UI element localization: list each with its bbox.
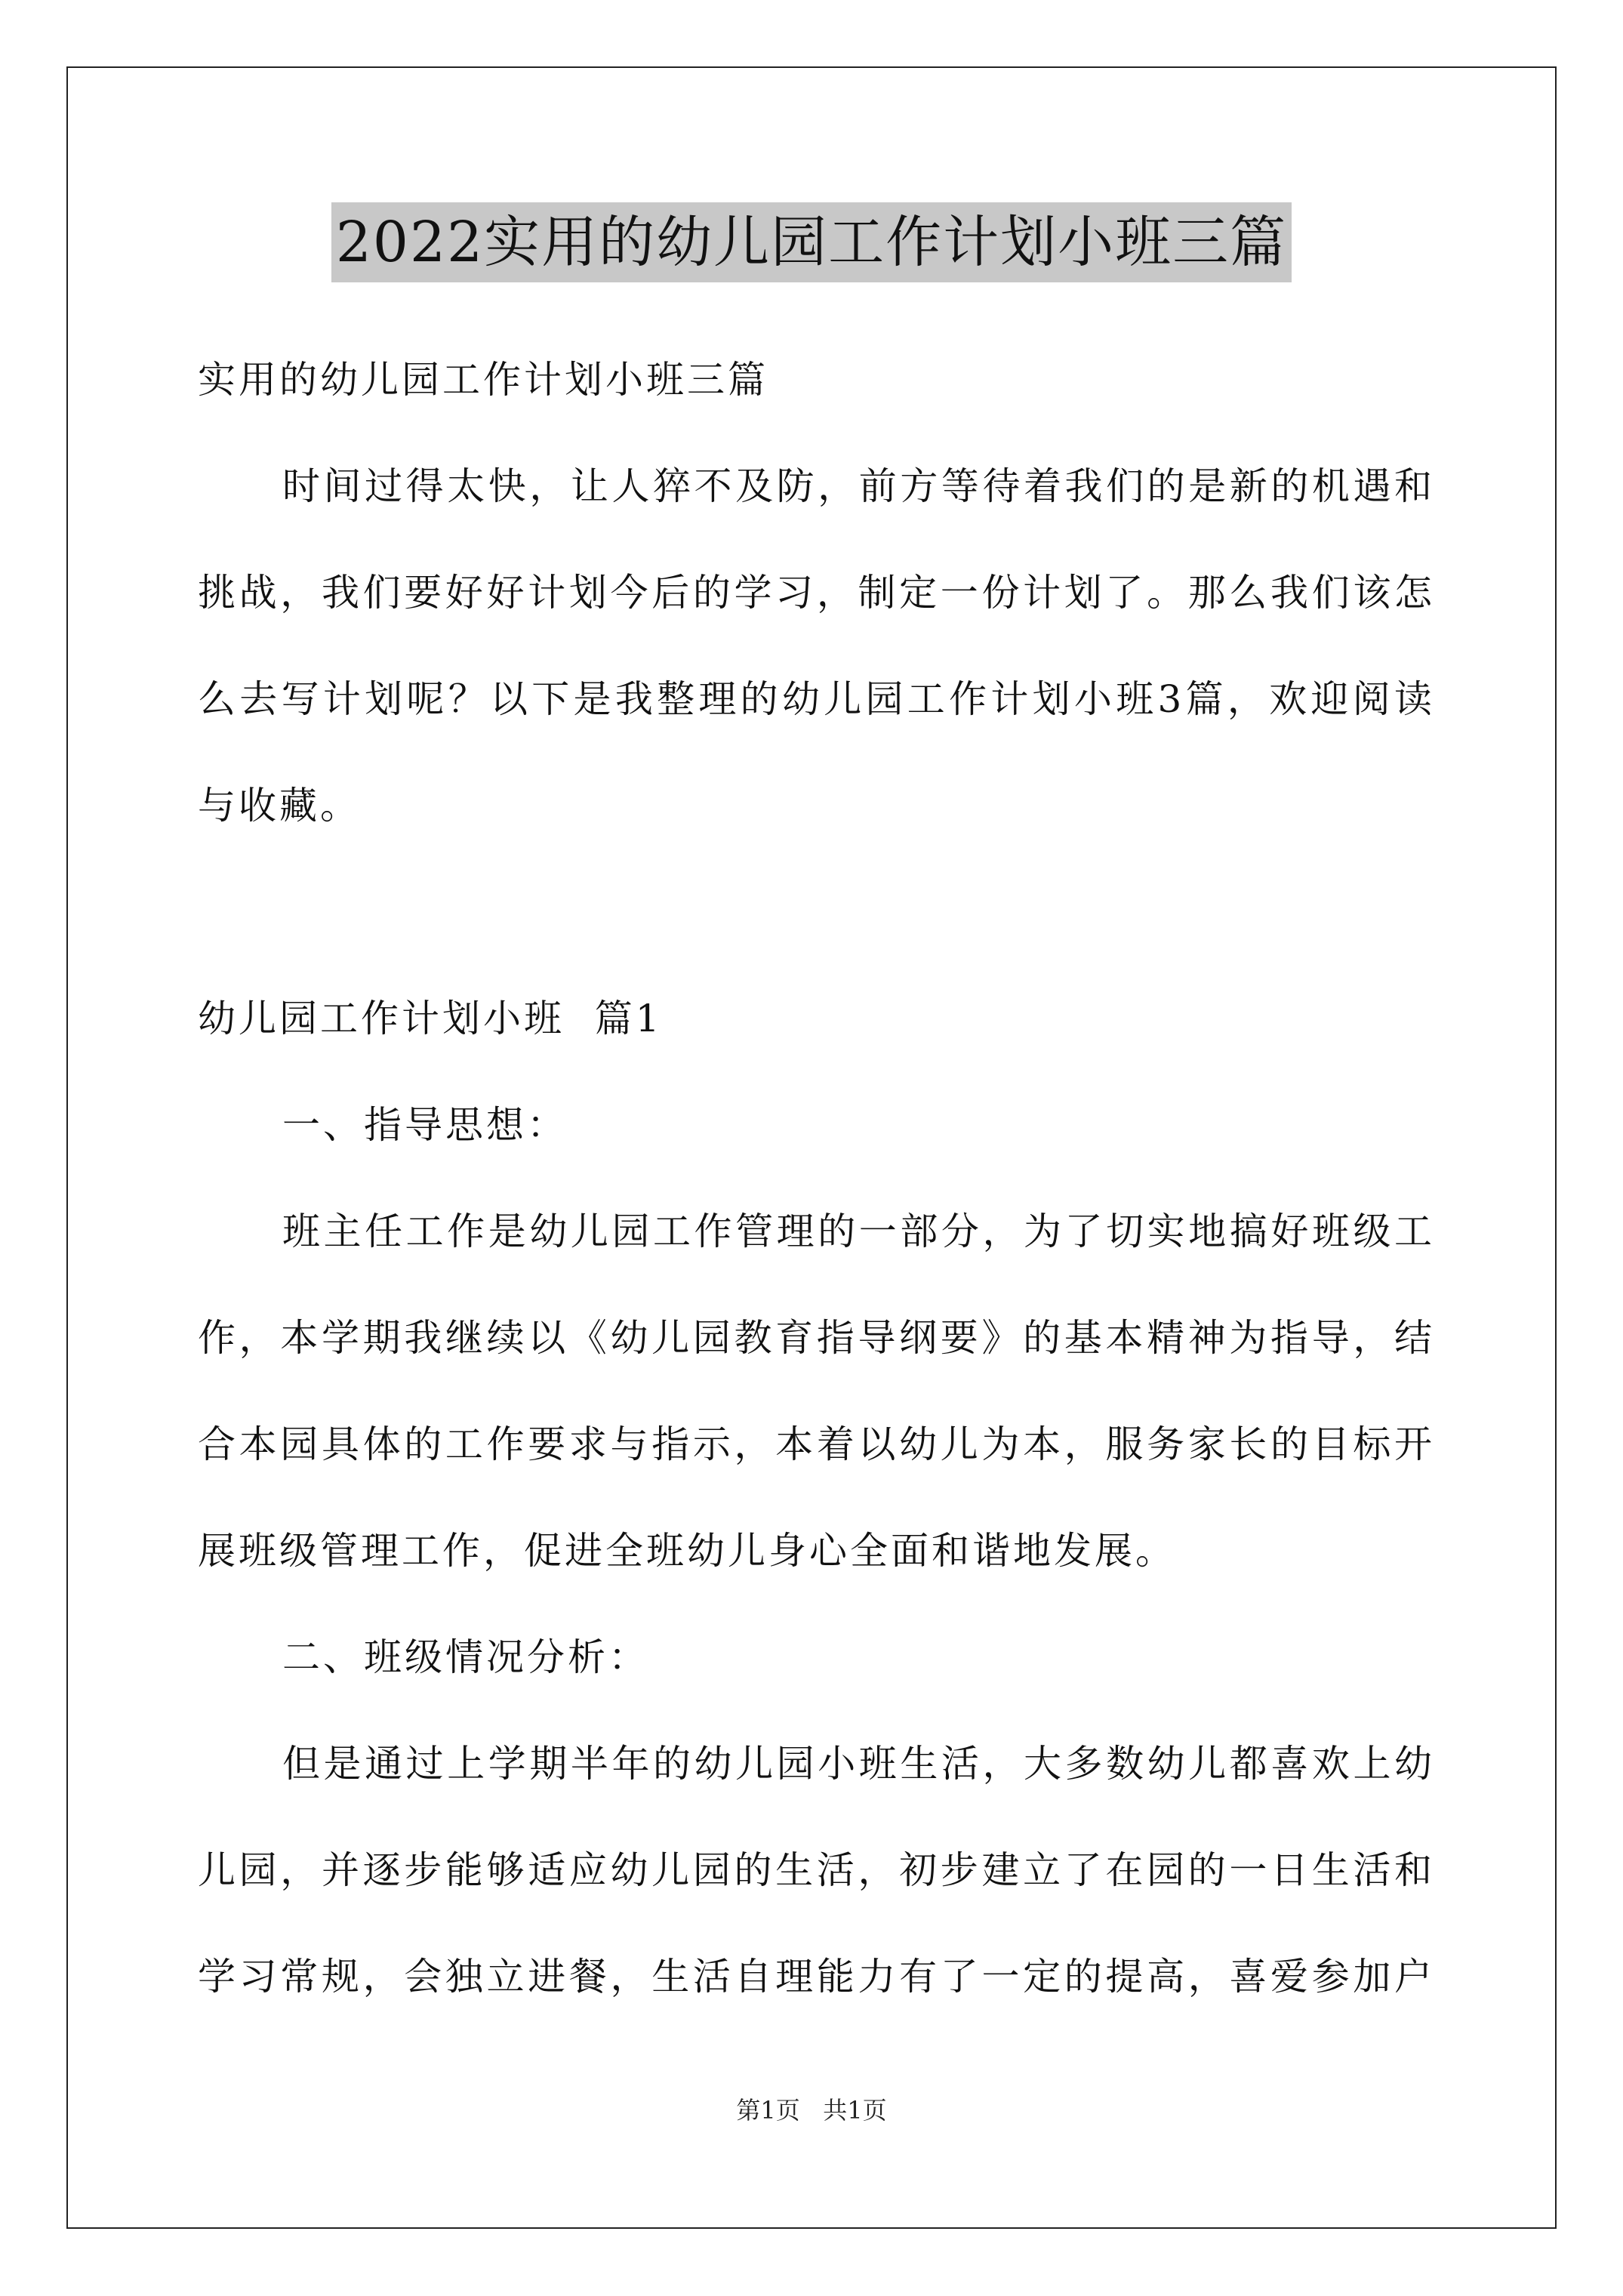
- intro-line-3: 么去写计划呢？以下是我整理的幼儿园工作计划小班3篇，欢迎阅读: [198, 677, 1432, 721]
- intro-line-1: 时间过得太快，让人猝不及防，前方等待着我们的是新的机遇和: [282, 464, 1432, 508]
- document-subtitle: 实用的幼儿园工作计划小班三篇: [198, 358, 768, 402]
- heading-class-analysis: 二、班级情况分析：: [282, 1635, 649, 1679]
- para-1-line-3: 合本园具体的工作要求与指示，本着以幼儿为本，服务家长的目标开: [198, 1422, 1432, 1466]
- title-wrap: [0, 202, 1623, 282]
- section-heading: 幼儿园工作计划小班 篇1: [198, 997, 663, 1040]
- document-title: 2022实用的幼儿园工作计划小班三篇: [331, 202, 1292, 282]
- para-2-line-3: 学习常规，会独立进餐，生活自理能力有了一定的提高，喜爱参加户: [198, 1955, 1432, 1999]
- para-2-line-2: 儿园，并逐步能够适应幼儿园的生活，初步建立了在园的一日生活和: [198, 1848, 1432, 1892]
- para-2-line-1: 但是通过上学期半年的幼儿园小班生活，大多数幼儿都喜欢上幼: [282, 1742, 1432, 1786]
- intro-line-2: 挑战，我们要好好计划今后的学习，制定一份计划了。那么我们该怎: [198, 571, 1432, 615]
- para-1-line-4: 展班级管理工作，促进全班幼儿身心全面和谐地发展。: [198, 1529, 1176, 1573]
- intro-line-4: 与收藏。: [198, 784, 361, 827]
- para-1-line-2: 作，本学期我继续以《幼儿园教育指导纲要》的基本精神为指导，结: [198, 1316, 1432, 1360]
- para-1-line-1: 班主任工作是幼儿园工作管理的一部分，为了切实地搞好班级工: [282, 1210, 1432, 1253]
- heading-guiding-ideology: 一、指导思想：: [282, 1103, 568, 1147]
- page-footer: 第1页 共1页: [736, 2096, 887, 2125]
